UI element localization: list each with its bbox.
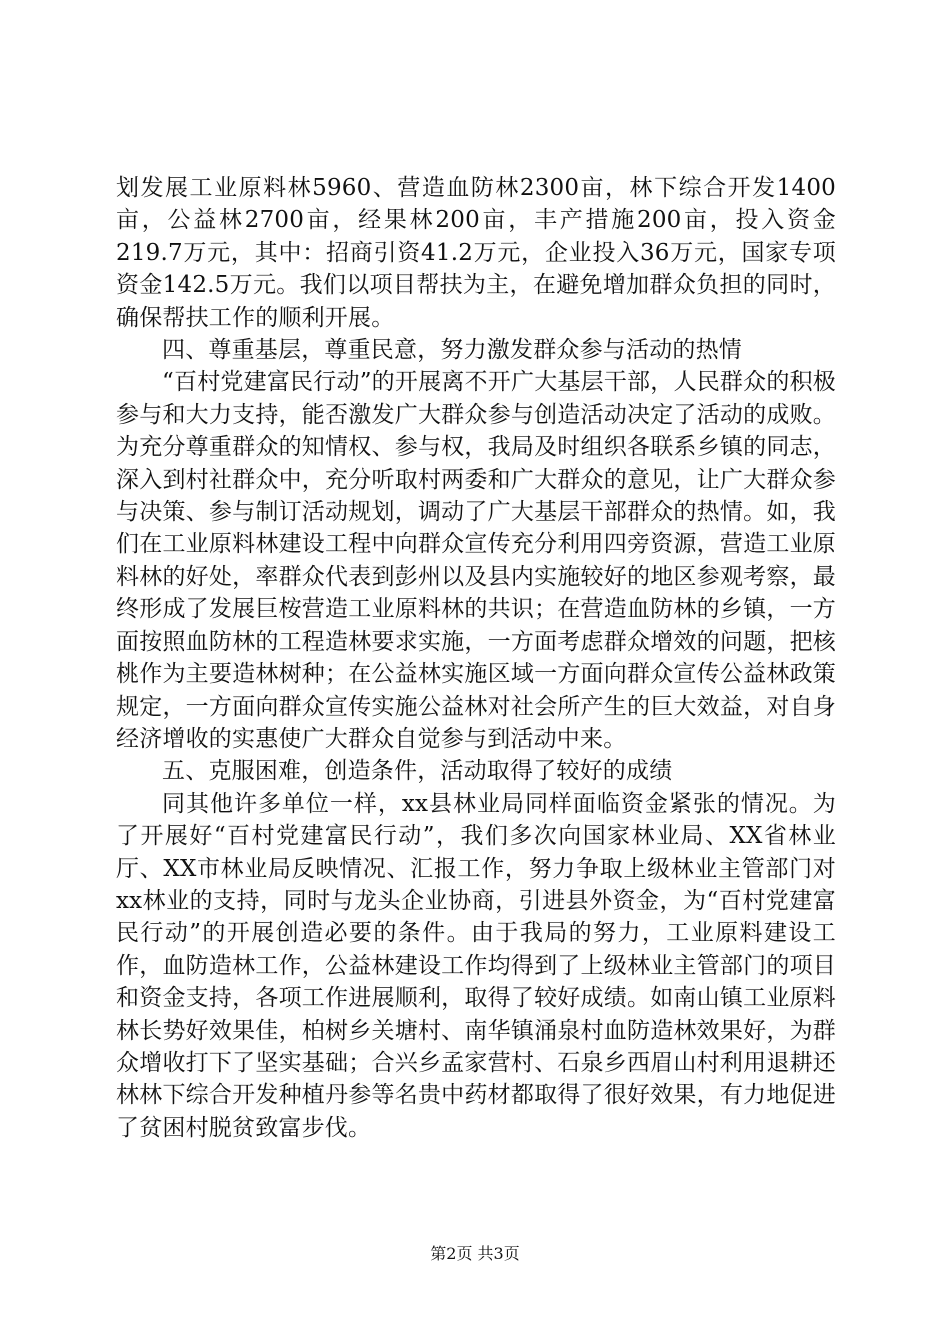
paragraph-achievements: 同其他许多单位一样，xx县林业局同样面临资金紧张的情况。为了开展好“百村党建富民行动”，我们多次向国家林业局、XX省林业厅、XX市林业局反映情况、汇报工作，努力争取上级林业主管部门对xx林业的支持，同时与龙头企业协商，引进县外资金，为“百村党建富民行动”的开展创造必要的条件。由于我局的努力，工业原料建设工作，血防造林工作，公益林建设工作均得到了上级林业主管部门的项目和资金支持，各项工作进展顺利，取得了较好成绩。如南山镇工业原料林长势好效果佳，柏树乡关塘村、南华镇涌泉村血防造林效果好，为群众增收打下了坚实基础；合兴乡孟家营村、石泉乡西眉山村利用退耕还林林下综合开发种植丹参等名贵中药材都取得了很好效果，有力地促进了贫困村脱贫致富步伐。 [116,790,836,1141]
document-body [116,172,836,1144]
section-heading-four: 四、尊重基层，尊重民意，努力激发群众参与活动的热情 [162,337,742,364]
page-number-footer: 第2页 共3页 [430,1244,520,1263]
paragraph-continuation: 划发展工业原料林5960、营造血防林2300亩，林下综合开发1400亩，公益林2700亩，经果林200亩，丰产措施200亩，投入资金219.7万元，其中：招商引资41.2万元，企业投入36万元，国家专项资金142.5万元。我们以项目帮扶为主，在避免增加群众负担的同时，确保帮扶工作的顺利开展。 [116,175,836,331]
section-heading-five: 五、克服困难，创造条件，活动取得了较好的成绩 [162,758,673,785]
paragraph-participation: “百村党建富民行动”的开展离不开广大基层干部，人民群众的积极参与和大力支持，能否激发广大群众参与创造活动决定了活动的成败。为充分尊重群众的知情权、参与权，我局及时组织各联系乡镇的同志，深入到村社群众中，充分听取村两委和广大群众的意见，让广大群众参与决策、参与制订活动规划，调动了广大基层干部群众的热情。如，我们在工业原料林建设工程中向群众宣传充分利用四旁资源，营造工业原料林的好处，率群众代表到彭州以及县内实施较好的地区参观考察，最终形成了发展巨桉营造工业原料林的共识；在营造血防林的乡镇，一方面按照血防林的工程造林要求实施，一方面考虑群众增效的问题，把核桃作为主要造林树种；在公益林实施区域一方面向群众宣传公益林政策规定，一方面向群众宣传实施公益林对社会所产生的巨大效益，对自身经济增收的实惠使广大群众自觉参与到活动中来。 [116,369,836,752]
